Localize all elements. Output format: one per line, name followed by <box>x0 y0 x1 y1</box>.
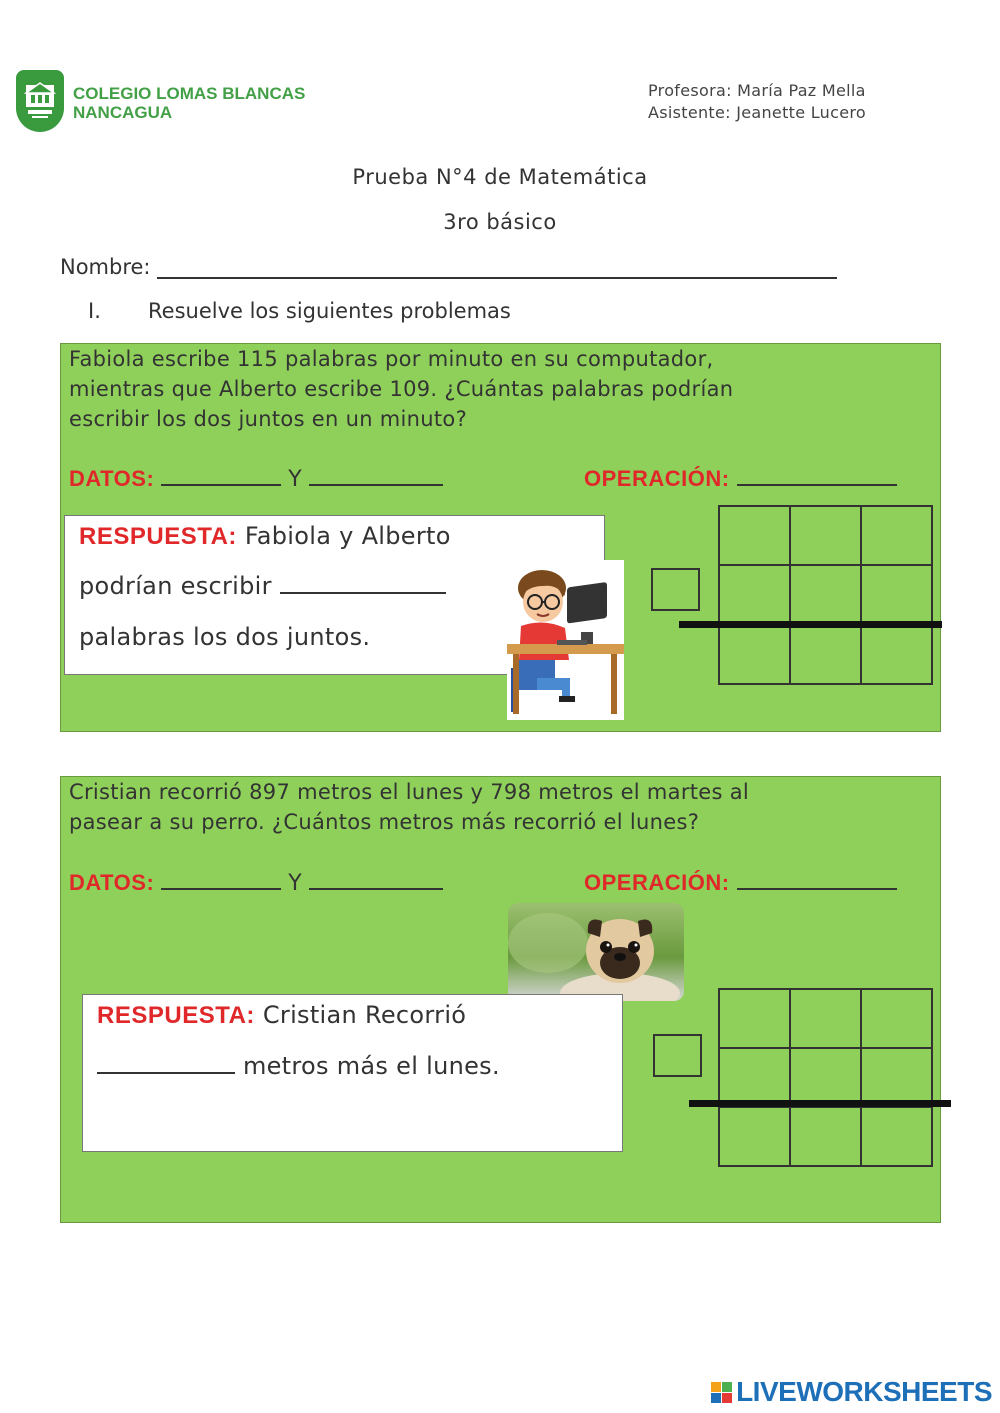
boy-computer-illustration <box>507 560 624 720</box>
pug-dog-icon <box>508 903 684 1001</box>
carry-box[interactable] <box>651 568 700 611</box>
grid-cell[interactable] <box>719 1048 790 1107</box>
grid-cell[interactable] <box>861 565 932 624</box>
respuesta-label: RESPUESTA: <box>97 1002 255 1029</box>
assistant-name: Asistente: Jeanette Lucero <box>648 103 866 122</box>
grid-cell[interactable] <box>790 565 861 624</box>
grid-cell[interactable] <box>719 989 790 1048</box>
operacion-label: OPERACIÓN: <box>584 870 730 895</box>
teacher-name: Profesora: María Paz Mella <box>648 81 866 100</box>
grid-cell[interactable] <box>719 625 790 684</box>
respuesta-label: RESPUESTA: <box>79 523 237 550</box>
grid-cell[interactable] <box>861 1107 932 1166</box>
instruction <box>88 299 511 323</box>
instruction-number: I. <box>88 299 101 323</box>
grid-cell[interactable] <box>790 625 861 684</box>
problem-1-line3: escribir los dos juntos en un minuto? <box>69 407 468 431</box>
answer-2-text2: metros más el lunes. <box>242 1052 500 1080</box>
answer-1-line1 <box>79 522 451 551</box>
answer-1-text1: Fabiola y Alberto <box>244 522 451 550</box>
grid-cell[interactable] <box>861 989 932 1048</box>
datos-label: DATOS: <box>69 466 155 491</box>
school-name-line2: NANCAGUA <box>73 103 173 122</box>
answer-1-text2: podrían escribir <box>79 572 272 600</box>
grid-cell[interactable] <box>719 565 790 624</box>
grid-cell[interactable] <box>719 506 790 565</box>
name-input-line[interactable] <box>157 255 837 279</box>
problem-1-text <box>69 344 733 434</box>
problem-2-text <box>69 777 749 837</box>
liveworksheets-logo-icon <box>711 1382 732 1403</box>
problem-1-datos <box>69 464 443 492</box>
boy-at-computer-icon <box>507 560 624 720</box>
answer-1-blank[interactable] <box>280 572 446 594</box>
problem-1-line1: Fabiola escribe 115 palabras por minuto en su computador, <box>69 347 714 371</box>
school-name <box>73 84 305 122</box>
name-row <box>60 255 837 279</box>
operacion-label: OPERACIÓN: <box>584 466 730 491</box>
name-label: Nombre: <box>60 255 151 279</box>
problem-2-box <box>60 776 941 1223</box>
carry-box[interactable] <box>653 1034 702 1077</box>
answer-2-blank[interactable] <box>97 1052 235 1074</box>
problem-1-box <box>60 343 941 732</box>
datos-blank-2[interactable] <box>309 868 443 890</box>
problem-2-datos <box>69 868 443 896</box>
school-logo <box>16 70 64 132</box>
answer-2-text1: Cristian Recorrió <box>262 1001 467 1029</box>
grid-cell[interactable] <box>790 506 861 565</box>
problem-2-line2: pasear a su perro. ¿Cuántos metros más recorrió el lunes? <box>69 810 700 834</box>
grade-label: 3ro básico <box>443 210 557 234</box>
problem-2-answer-box <box>82 994 623 1152</box>
grid-cell[interactable] <box>719 1107 790 1166</box>
operation-grid[interactable] <box>718 505 933 685</box>
answer-2-line1 <box>97 1001 466 1030</box>
pug-photo <box>508 903 684 1001</box>
operacion-blank[interactable] <box>737 868 897 890</box>
problem-1-operacion <box>584 464 897 492</box>
operacion-blank[interactable] <box>737 464 897 486</box>
datos-blank-2[interactable] <box>309 464 443 486</box>
datos-y: Y <box>288 467 302 492</box>
datos-y: Y <box>288 871 302 896</box>
grid-cell[interactable] <box>790 989 861 1048</box>
brand-name: LIVEWORKSHEETS <box>736 1376 992 1407</box>
operation-grid[interactable] <box>718 988 933 1167</box>
difference-bar <box>689 1100 951 1107</box>
staff-info <box>648 80 866 124</box>
answer-2-line2 <box>97 1052 500 1080</box>
answer-1-line2 <box>79 572 446 600</box>
problem-2-line1: Cristian recorrió 897 metros el lunes y 798 metros el martes al <box>69 780 750 804</box>
school-crest-icon <box>22 79 58 123</box>
sum-bar <box>679 621 942 628</box>
datos-label: DATOS: <box>69 870 155 895</box>
grid-cell[interactable] <box>790 1107 861 1166</box>
school-name-line1: COLEGIO LOMAS BLANCAS <box>73 84 306 103</box>
problem-1-line2: mientras que Alberto escribe 109. ¿Cuántas palabras podrían <box>69 377 734 401</box>
instruction-text: Resuelve los siguientes problemas <box>148 299 511 323</box>
grid-cell[interactable] <box>861 1048 932 1107</box>
liveworksheets-brand <box>711 1376 992 1408</box>
test-title: Prueba N°4 de Matemática <box>352 165 648 189</box>
answer-1-line3: palabras los dos juntos. <box>79 623 371 651</box>
grid-cell[interactable] <box>790 1048 861 1107</box>
datos-blank-1[interactable] <box>161 868 281 890</box>
problem-2-operacion <box>584 868 897 896</box>
grid-cell[interactable] <box>861 625 932 684</box>
datos-blank-1[interactable] <box>161 464 281 486</box>
grid-cell[interactable] <box>861 506 932 565</box>
